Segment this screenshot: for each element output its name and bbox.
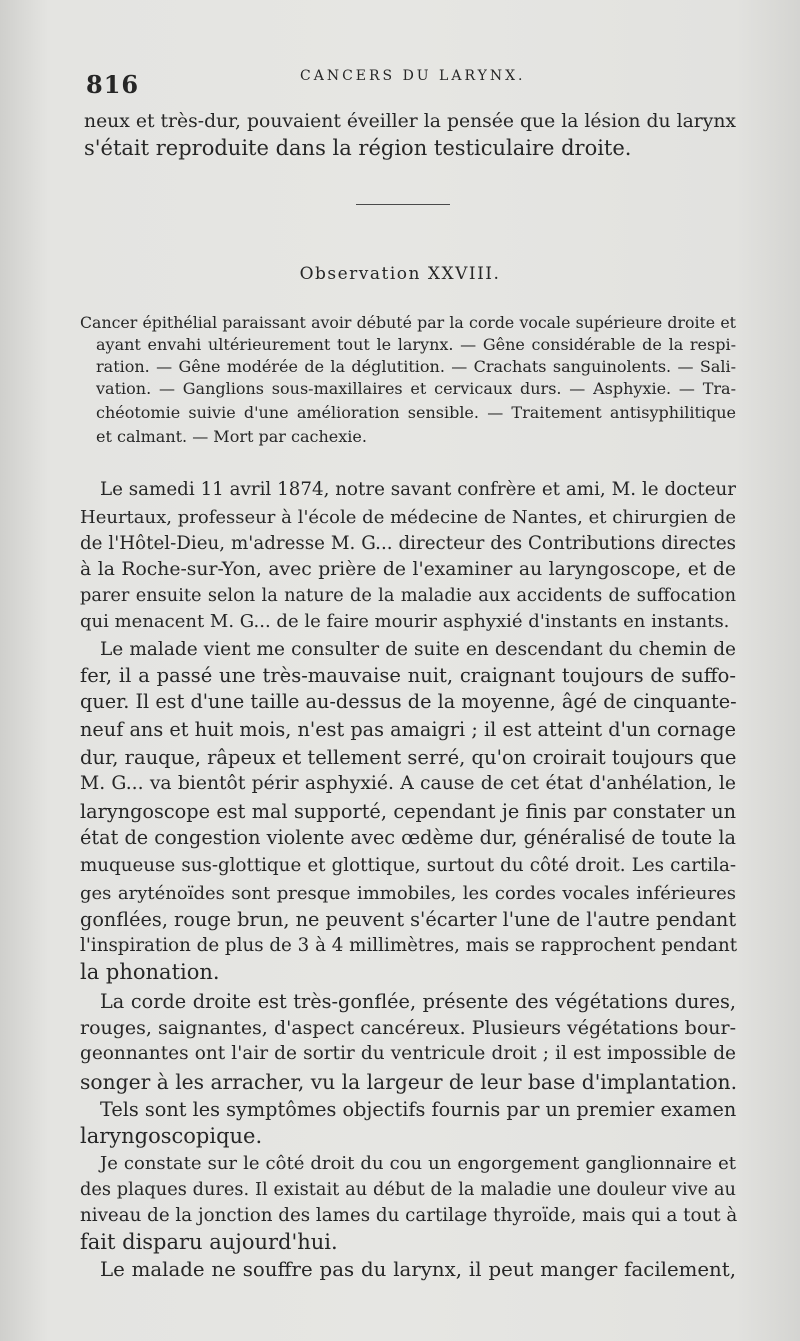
section-divider [356,204,450,205]
body-line: gonflées, rouge brun, ne peuvent s'écarter l'une de l'autre pendant [80,908,737,931]
body-line: rouges, saignantes, d'aspect cancéreux. Plusieurs végétations bour- [80,1017,736,1039]
body-line: Le malade vient me consulter de suite en descendant du chemin de [100,639,736,660]
observation-title: Observation XXVIII. [299,264,501,284]
body-line: Heurtaux, professeur à l'école de médecine de Nantes, et chirurgien de [80,507,736,528]
page-number: 816 [86,70,140,99]
body-line: la phonation. [80,960,220,984]
text-line: neux et très-dur, pouvaient éveiller la pensée que la lésion du larynx [84,111,736,132]
running-head: CANCERS DU LARYNX. [300,68,526,84]
text-line: s'était reproduite dans la région testiculaire droite. [84,136,632,160]
body-line: M. G... va bientôt périr asphyxié. A cause de cet état d'anhélation, le [80,773,736,794]
body-line: La corde droite est très-gonflée, présente des végétations dures, [100,990,736,1013]
body-line: des plaques dures. Il existait au début de la maladie une douleur vive au [80,1180,736,1200]
summary-line: Cancer épithélial paraissant avoir débuté par la corde vocale supérieure droite et [80,313,736,332]
body-line: laryngoscopique. [80,1124,263,1148]
summary-line: ayant envahi ultérieurement tout le larynx. — Gêne considérable de la respi- [96,335,736,354]
summary-line: vation. — Ganglions sous-maxillaires et cervicaux durs. — Asphyxie. — Tra- [96,379,736,398]
body-line: Le samedi 11 avril 1874, notre savant confrère et ami, M. le docteur [100,479,736,500]
body-line: Je constate sur le côté droit du cou un engorgement ganglionnaire et [100,1153,736,1174]
body-line: songer à les arracher, vu la largeur de leur base d'implantation. [80,1070,738,1094]
body-line: parer ensuite selon la nature de la maladie aux accidents de suffocation [80,586,736,606]
body-line: l'inspiration de plus de 3 à 4 millimètres, mais se rapprochent pendant [80,935,738,956]
body-line: fait disparu aujourd'hui. [80,1230,338,1254]
summary-line: chéotomie suivie d'une amélioration sensible. — Traitement antisyphilitique [96,403,736,422]
body-line: muqueuse sus-glottique et glottique, surtout du côté droit. Les cartila- [80,855,736,876]
body-line: fer, il a passé une très-mauvaise nuit, craignant toujours de suffo- [80,664,736,687]
body-line: quer. Il est d'une taille au-dessus de la moyenne, âgé de cinquante- [80,690,737,713]
body-line: laryngoscope est mal supporté, cependant je finis par constater un [80,800,736,823]
body-line: Le malade ne souffre pas du larynx, il peut manger facilement, [100,1258,736,1281]
body-line: état de congestion violente avec œdème dur, généralisé de toute la [80,826,736,849]
body-line: neuf ans et huit mois, n'est pas amaigri ; il est atteint d'un cornage [80,718,736,741]
body-line: à la Roche-sur-Yon, avec prière de l'examiner au laryngoscope, et de [80,559,736,580]
body-line: ges aryténoïdes sont presque immobiles, les cordes vocales inférieures [80,883,736,904]
summary-line: ration. — Gêne modérée de la déglutition. — Crachats sanguinolents. — Sali- [96,357,736,376]
summary-line: et calmant. — Mort par cachexie. [96,427,367,446]
body-line: geonnantes ont l'air de sortir du ventricule droit ; il est impossible de [80,1043,736,1064]
body-line: de l'Hôtel-Dieu, m'adresse M. G... directeur des Contributions directes [80,533,736,554]
body-line: niveau de la jonction des lames du cartilage thyroïde, mais qui a tout à [80,1205,738,1226]
body-line: dur, rauque, râpeux et tellement serré, qu'on croirait toujours que [80,746,737,769]
body-line: Tels sont les symptômes objectifs fournis par un premier examen [100,1098,737,1121]
page-header [86,66,736,98]
body-line: qui menacent M. G... de le faire mourir asphyxié d'instants en instants. [80,611,730,632]
